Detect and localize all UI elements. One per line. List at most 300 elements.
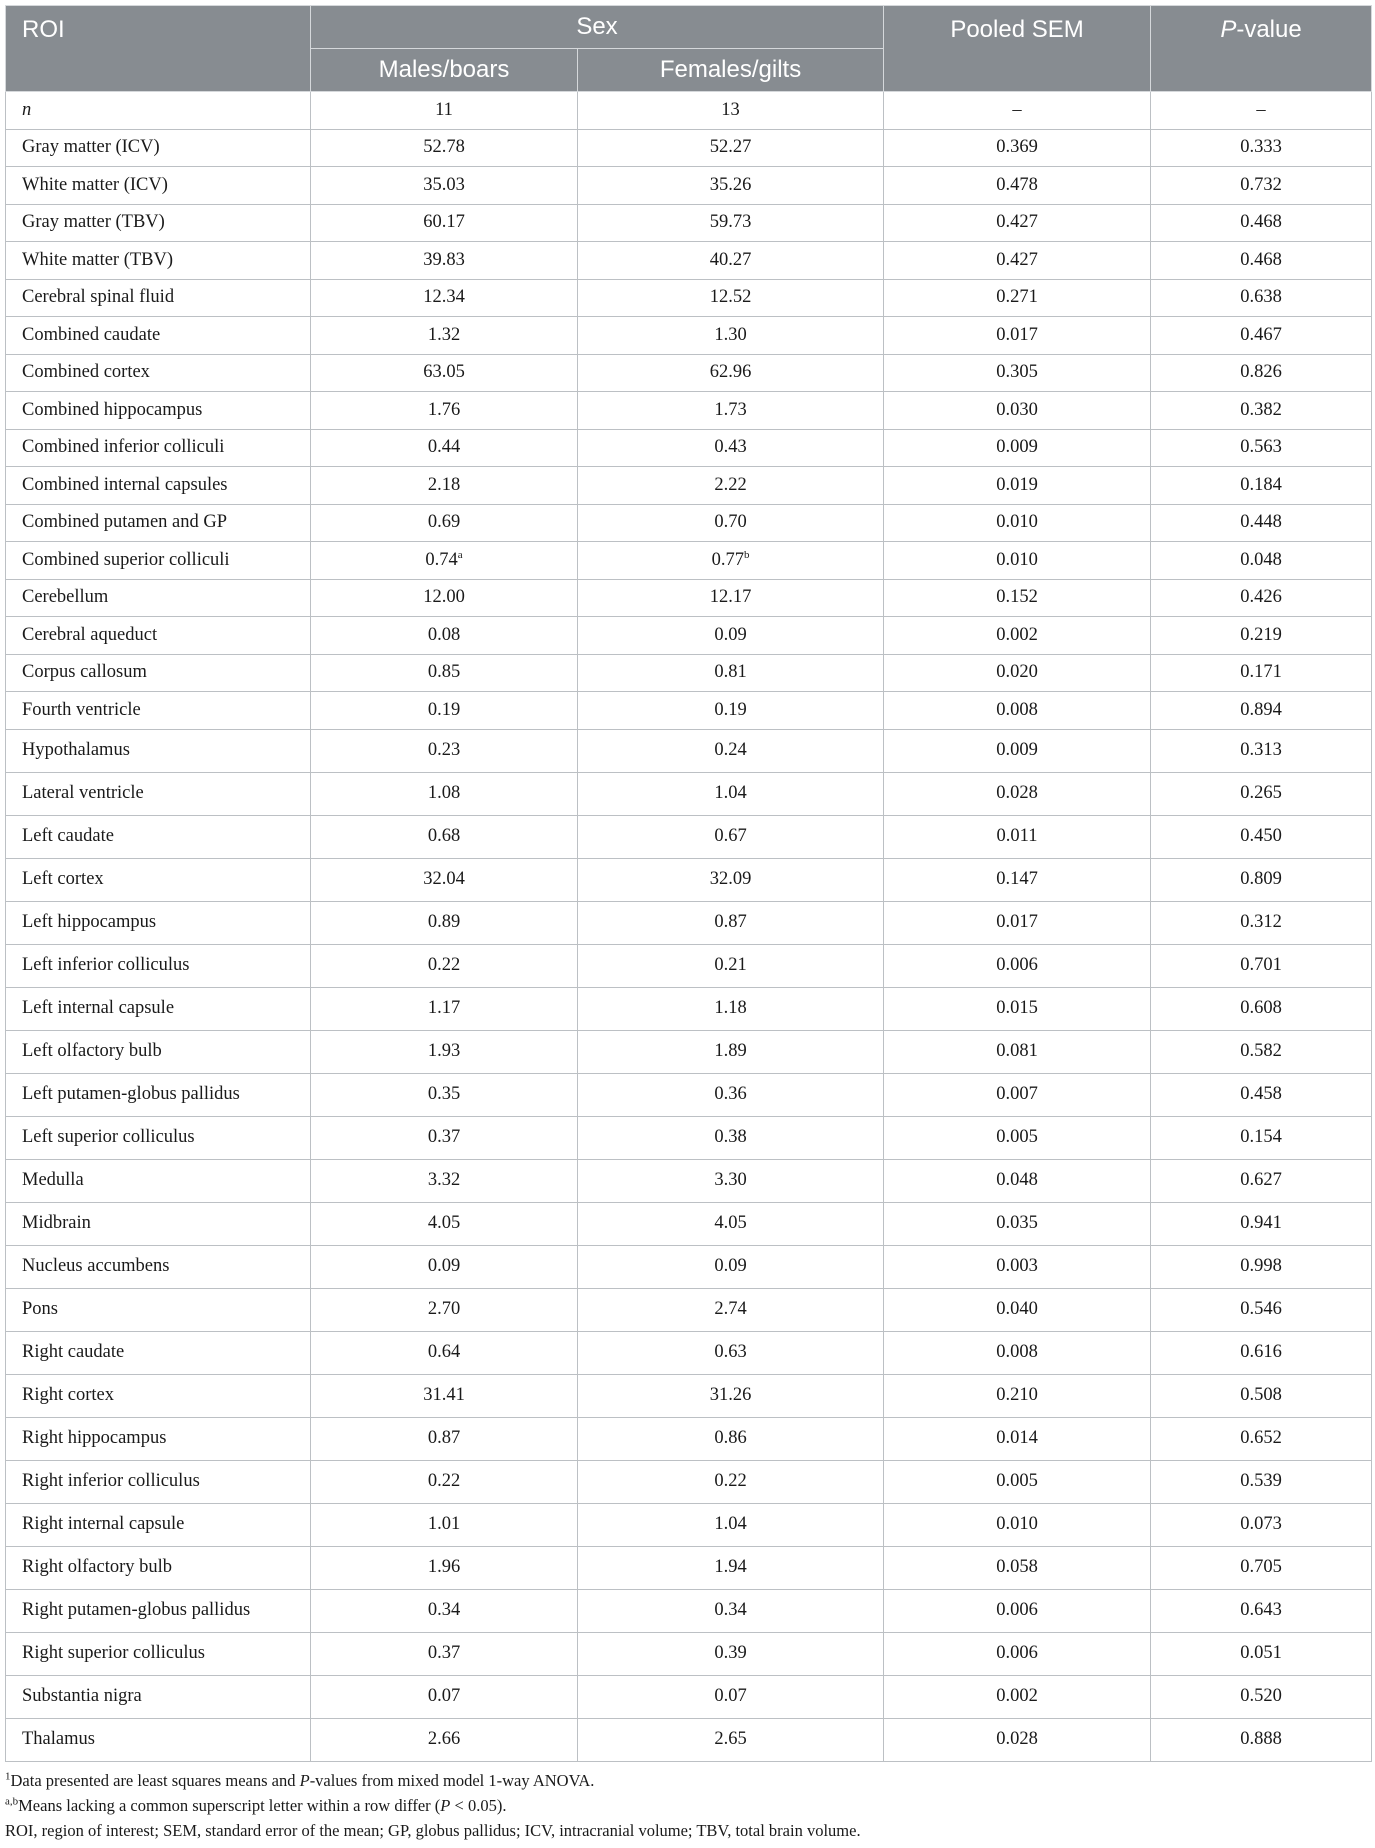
roi-cell bbox=[6, 204, 311, 242]
roi-cell bbox=[6, 1116, 311, 1159]
p-value-cell-value: 0.894 bbox=[1240, 699, 1282, 720]
roi-cell-value: White matter (ICV) bbox=[22, 174, 168, 195]
males-cell bbox=[311, 815, 578, 858]
pooled-sem-cell-value: 0.058 bbox=[996, 1557, 1038, 1577]
males-cell bbox=[311, 901, 578, 944]
pooled-sem-cell bbox=[884, 392, 1151, 430]
p-value-cell bbox=[1151, 129, 1372, 167]
females-cell-value: 62.96 bbox=[709, 362, 752, 383]
males-cell-value: 0.22 bbox=[427, 1471, 461, 1491]
table-row bbox=[6, 1073, 1372, 1116]
females-cell bbox=[578, 579, 884, 617]
pooled-sem-cell bbox=[884, 1159, 1151, 1202]
roi-cell bbox=[6, 1030, 311, 1073]
males-cell-value: 0.07 bbox=[427, 1686, 461, 1706]
roi-cell-value: Right putamen-globus pallidus bbox=[22, 1600, 251, 1620]
pooled-sem-cell bbox=[884, 429, 1151, 467]
roi-cell bbox=[6, 1632, 311, 1675]
males-cell bbox=[311, 129, 578, 167]
roi-cell-value: Gray matter (ICV) bbox=[22, 137, 160, 158]
roi-cell-value: Combined internal capsules bbox=[22, 474, 228, 495]
females-cell-value: 1.89 bbox=[714, 1041, 747, 1061]
p-value-cell bbox=[1151, 1546, 1372, 1589]
roi-cell bbox=[6, 692, 311, 730]
males-cell bbox=[311, 729, 578, 772]
table-row bbox=[6, 1030, 1372, 1073]
header-p-value bbox=[1151, 6, 1372, 92]
females-cell bbox=[578, 1460, 884, 1503]
roi-cell bbox=[6, 167, 311, 205]
footnote-2-italic: P bbox=[440, 1796, 451, 1815]
p-value-cell-value: 0.582 bbox=[1240, 1041, 1282, 1061]
roi-cell-value: Right cortex bbox=[22, 1385, 114, 1405]
n-label bbox=[6, 92, 311, 130]
males-cell bbox=[311, 1331, 578, 1374]
roi-cell bbox=[6, 654, 311, 692]
pooled-sem-cell-value: 0.040 bbox=[996, 1299, 1038, 1319]
females-cell bbox=[578, 1245, 884, 1288]
males-cell bbox=[311, 1288, 578, 1331]
table-row bbox=[6, 1374, 1372, 1417]
pooled-sem-cell-value: 0.152 bbox=[996, 587, 1038, 608]
females-cell-value: 1.18 bbox=[714, 998, 747, 1018]
roi-cell bbox=[6, 1546, 311, 1589]
table-row bbox=[6, 1675, 1372, 1718]
n-males: 11 bbox=[311, 92, 578, 130]
males-cell bbox=[311, 279, 578, 317]
p-value-cell-value: 0.313 bbox=[1240, 740, 1282, 760]
p-value-cell bbox=[1151, 729, 1372, 772]
footnote-1-marker: 1 bbox=[5, 1770, 11, 1783]
p-value-cell bbox=[1151, 317, 1372, 355]
p-value-cell-value: 0.643 bbox=[1240, 1600, 1282, 1620]
females-cell bbox=[578, 1589, 884, 1632]
males-cell-value: 1.01 bbox=[427, 1514, 461, 1534]
pooled-sem-cell-value: 0.028 bbox=[996, 1729, 1038, 1749]
females-cell bbox=[578, 542, 884, 580]
females-cell bbox=[578, 692, 884, 730]
p-value-cell-value: 0.073 bbox=[1240, 1514, 1282, 1534]
pooled-sem-cell-value: 0.147 bbox=[996, 869, 1038, 889]
pooled-sem-cell-value: 0.305 bbox=[996, 362, 1038, 383]
males-cell-value: 0.68 bbox=[427, 826, 461, 846]
males-cell bbox=[311, 692, 578, 730]
p-value-cell bbox=[1151, 242, 1372, 280]
p-value-cell-value: 0.520 bbox=[1240, 1686, 1282, 1706]
roi-cell bbox=[6, 858, 311, 901]
males-cell bbox=[311, 1030, 578, 1073]
p-value-cell-value: 0.154 bbox=[1240, 1127, 1282, 1147]
pooled-sem-cell-value: 0.010 bbox=[996, 549, 1038, 570]
p-value-cell-value: 0.701 bbox=[1240, 955, 1282, 975]
females-cell bbox=[578, 392, 884, 430]
roi-cell bbox=[6, 1288, 311, 1331]
females-cell-value: 1.30 bbox=[714, 324, 747, 345]
roi-cell bbox=[6, 987, 311, 1030]
females-cell bbox=[578, 1632, 884, 1675]
p-value-cell bbox=[1151, 504, 1372, 542]
females-cell-value: 0.09 bbox=[714, 1256, 747, 1276]
table-header bbox=[6, 6, 1372, 92]
p-value-cell-value: 0.426 bbox=[1240, 587, 1282, 608]
males-cell-value: 0.19 bbox=[427, 699, 461, 720]
table-row bbox=[6, 1417, 1372, 1460]
table-row bbox=[6, 1159, 1372, 1202]
footnote-3: ROI, region of interest; SEM, standard error of the mean; GP, globus pallidus; ICV, intracranial volume; TBV, total brain volume. bbox=[5, 1821, 861, 1840]
p-value-cell bbox=[1151, 1417, 1372, 1460]
pooled-sem-cell-value: 0.028 bbox=[996, 783, 1038, 803]
pooled-sem-cell-value: 0.271 bbox=[996, 287, 1038, 308]
males-cell-value: 12.00 bbox=[423, 587, 465, 608]
p-value-cell bbox=[1151, 429, 1372, 467]
females-cell-value: 0.19 bbox=[714, 699, 747, 720]
p-value-cell-value: 0.219 bbox=[1240, 624, 1282, 645]
roi-cell-value: Combined cortex bbox=[22, 362, 150, 383]
pooled-sem-cell bbox=[884, 617, 1151, 655]
pooled-sem-cell bbox=[884, 1030, 1151, 1073]
males-cell-value: 0.64 bbox=[427, 1342, 461, 1362]
roi-cell bbox=[6, 1589, 311, 1632]
females-cell-value: 0.39 bbox=[714, 1643, 747, 1663]
males-cell bbox=[311, 1073, 578, 1116]
roi-cell-value: Left putamen-globus pallidus bbox=[22, 1084, 240, 1104]
females-cell bbox=[578, 815, 884, 858]
females-cell-value: 35.26 bbox=[709, 174, 752, 195]
p-value-cell-value: 0.333 bbox=[1240, 137, 1282, 158]
roi-cell-value: Nucleus accumbens bbox=[22, 1256, 170, 1276]
p-value-cell-value: 0.448 bbox=[1240, 512, 1282, 533]
males-cell-value: 0.34 bbox=[427, 1600, 461, 1620]
table-row bbox=[6, 1718, 1372, 1761]
p-value-cell bbox=[1151, 1675, 1372, 1718]
roi-cell-value: Right olfactory bulb bbox=[22, 1557, 173, 1577]
table-row bbox=[6, 729, 1372, 772]
roi-cell bbox=[6, 542, 311, 580]
pooled-sem-cell-value: 0.010 bbox=[996, 1514, 1038, 1534]
females-cell bbox=[578, 1159, 884, 1202]
males-cell bbox=[311, 242, 578, 280]
females-cell bbox=[578, 467, 884, 505]
females-cell-value: 0.70 bbox=[714, 512, 747, 533]
females-cell bbox=[578, 1374, 884, 1417]
roi-volume-table bbox=[5, 5, 1372, 1762]
roi-cell bbox=[6, 279, 311, 317]
pooled-sem-cell-value: 0.009 bbox=[996, 437, 1038, 458]
roi-cell-value: Combined putamen and GP bbox=[22, 512, 228, 533]
females-cell-value: 2.74 bbox=[714, 1299, 747, 1319]
table-row bbox=[6, 542, 1372, 580]
p-value-cell bbox=[1151, 772, 1372, 815]
females-cell-value: 12.17 bbox=[709, 587, 752, 608]
p-value-cell bbox=[1151, 617, 1372, 655]
females-cell-value: 0.36 bbox=[714, 1084, 747, 1104]
females-cell bbox=[578, 1503, 884, 1546]
table-row bbox=[6, 392, 1372, 430]
males-cell bbox=[311, 1417, 578, 1460]
pooled-sem-cell-value: 0.006 bbox=[996, 1643, 1038, 1663]
table-row bbox=[6, 815, 1372, 858]
roi-cell bbox=[6, 1417, 311, 1460]
table-row bbox=[6, 242, 1372, 280]
p-value-cell bbox=[1151, 1374, 1372, 1417]
n-females: 13 bbox=[578, 92, 884, 130]
table-row bbox=[6, 772, 1372, 815]
roi-cell bbox=[6, 944, 311, 987]
females-cell bbox=[578, 858, 884, 901]
males-cell bbox=[311, 1589, 578, 1632]
roi-cell-value: Medulla bbox=[22, 1170, 84, 1190]
n-sem: – bbox=[884, 92, 1151, 130]
p-value-cell-value: 0.546 bbox=[1240, 1299, 1282, 1319]
p-value-cell bbox=[1151, 542, 1372, 580]
pooled-sem-cell-value: 0.015 bbox=[996, 998, 1038, 1018]
males-cell bbox=[311, 579, 578, 617]
males-cell bbox=[311, 392, 578, 430]
females-cell bbox=[578, 654, 884, 692]
p-value-cell bbox=[1151, 987, 1372, 1030]
roi-cell bbox=[6, 1675, 311, 1718]
males-cell-value: 0.09 bbox=[427, 1256, 461, 1276]
females-cell-value: 59.73 bbox=[709, 212, 752, 233]
roi-cell-value: Left hippocampus bbox=[22, 912, 157, 932]
pooled-sem-cell bbox=[884, 504, 1151, 542]
table-row bbox=[6, 354, 1372, 392]
superscript-letter: a bbox=[457, 548, 463, 561]
p-value-cell bbox=[1151, 279, 1372, 317]
females-cell-value: 32.09 bbox=[709, 869, 752, 889]
males-cell bbox=[311, 1116, 578, 1159]
pooled-sem-cell-value: 0.478 bbox=[996, 174, 1038, 195]
table-row bbox=[6, 944, 1372, 987]
roi-cell-value: Fourth ventricle bbox=[22, 699, 141, 720]
males-cell-value: 35.03 bbox=[423, 174, 465, 195]
pooled-sem-cell bbox=[884, 692, 1151, 730]
females-cell-value: 1.73 bbox=[714, 399, 747, 420]
females-cell-value: 1.94 bbox=[714, 1557, 747, 1577]
roi-cell-value: Midbrain bbox=[22, 1213, 91, 1233]
header-males: Males/boars bbox=[311, 49, 578, 92]
p-value-cell bbox=[1151, 1288, 1372, 1331]
males-cell bbox=[311, 1202, 578, 1245]
pooled-sem-cell-value: 0.006 bbox=[996, 1600, 1038, 1620]
females-cell-value: 1.04 bbox=[714, 1514, 747, 1534]
males-cell-value: 31.41 bbox=[423, 1385, 465, 1405]
p-value-cell bbox=[1151, 392, 1372, 430]
pooled-sem-cell-value: 0.007 bbox=[996, 1084, 1038, 1104]
pooled-sem-cell bbox=[884, 1417, 1151, 1460]
females-cell bbox=[578, 617, 884, 655]
p-value-cell-value: 0.941 bbox=[1240, 1213, 1282, 1233]
pooled-sem-cell bbox=[884, 467, 1151, 505]
roi-cell-value: Left caudate bbox=[22, 826, 114, 846]
females-cell bbox=[578, 729, 884, 772]
p-value-cell-value: 0.265 bbox=[1240, 783, 1282, 803]
table-row bbox=[6, 1503, 1372, 1546]
females-cell bbox=[578, 279, 884, 317]
roi-cell-value: Hypothalamus bbox=[22, 740, 130, 760]
table-row bbox=[6, 1245, 1372, 1288]
p-value-cell-value: 0.184 bbox=[1240, 474, 1282, 495]
pooled-sem-cell-value: 0.081 bbox=[996, 1041, 1038, 1061]
males-cell-value: 0.87 bbox=[427, 1428, 461, 1448]
p-value-cell bbox=[1151, 167, 1372, 205]
pooled-sem-cell bbox=[884, 1503, 1151, 1546]
pooled-sem-cell bbox=[884, 354, 1151, 392]
females-cell-value: 0.86 bbox=[714, 1428, 747, 1448]
pooled-sem-cell bbox=[884, 1589, 1151, 1632]
pooled-sem-cell-value: 0.020 bbox=[996, 662, 1038, 683]
roi-cell bbox=[6, 354, 311, 392]
footnote-2-marker: a,b bbox=[5, 1795, 19, 1808]
header-p-italic: P bbox=[1220, 16, 1237, 43]
males-cell bbox=[311, 617, 578, 655]
roi-cell-value: Left superior colliculus bbox=[22, 1127, 195, 1147]
p-value-cell bbox=[1151, 858, 1372, 901]
males-cell-value: 0.85 bbox=[427, 662, 461, 683]
roi-cell-value: Left olfactory bulb bbox=[22, 1041, 162, 1061]
roi-cell-value: Combined hippocampus bbox=[22, 399, 203, 420]
pooled-sem-cell bbox=[884, 987, 1151, 1030]
table-body bbox=[6, 92, 1372, 1762]
pooled-sem-cell-value: 0.014 bbox=[996, 1428, 1038, 1448]
females-cell bbox=[578, 1417, 884, 1460]
females-cell-value: 0.87 bbox=[714, 912, 747, 932]
roi-cell-value: Cerebellum bbox=[22, 587, 109, 608]
table-row bbox=[6, 1460, 1372, 1503]
males-cell bbox=[311, 467, 578, 505]
females-cell-value: 0.43 bbox=[714, 437, 747, 458]
table-footnotes bbox=[5, 1768, 1371, 1843]
table-row bbox=[6, 858, 1372, 901]
females-cell bbox=[578, 242, 884, 280]
p-value-cell bbox=[1151, 1159, 1372, 1202]
females-cell-value: 1.04 bbox=[714, 783, 747, 803]
females-cell bbox=[578, 1030, 884, 1073]
females-cell bbox=[578, 1675, 884, 1718]
females-cell-value: 31.26 bbox=[709, 1385, 752, 1405]
females-cell-value: 0.22 bbox=[714, 1471, 747, 1491]
pooled-sem-cell-value: 0.427 bbox=[996, 212, 1038, 233]
pooled-sem-cell-value: 0.008 bbox=[996, 699, 1038, 720]
females-cell bbox=[578, 1288, 884, 1331]
table-row bbox=[6, 1546, 1372, 1589]
females-cell bbox=[578, 944, 884, 987]
table-row bbox=[6, 1116, 1372, 1159]
header-p-suffix: -value bbox=[1236, 16, 1302, 43]
p-value-cell bbox=[1151, 901, 1372, 944]
roi-cell bbox=[6, 617, 311, 655]
table-row bbox=[6, 1331, 1372, 1374]
males-cell-value: 63.05 bbox=[423, 362, 465, 383]
roi-cell-value: Combined caudate bbox=[22, 324, 161, 345]
pooled-sem-cell-value: 0.210 bbox=[996, 1385, 1038, 1405]
p-value-cell-value: 0.638 bbox=[1240, 287, 1282, 308]
table-row bbox=[6, 617, 1372, 655]
roi-cell bbox=[6, 504, 311, 542]
males-cell-value: 1.96 bbox=[427, 1557, 461, 1577]
males-cell bbox=[311, 772, 578, 815]
roi-cell-value: Right inferior colliculus bbox=[22, 1471, 200, 1491]
header-row bbox=[6, 6, 1372, 49]
males-cell-value: 2.18 bbox=[427, 474, 461, 495]
females-cell bbox=[578, 901, 884, 944]
pooled-sem-cell-value: 0.017 bbox=[996, 912, 1038, 932]
pooled-sem-cell bbox=[884, 815, 1151, 858]
p-value-cell-value: 0.382 bbox=[1240, 399, 1282, 420]
roi-cell-value: Pons bbox=[22, 1299, 58, 1319]
p-value-cell-value: 0.888 bbox=[1240, 1729, 1282, 1749]
table-row bbox=[6, 1589, 1372, 1632]
females-cell bbox=[578, 317, 884, 355]
pooled-sem-cell-value: 0.369 bbox=[996, 137, 1038, 158]
roi-cell bbox=[6, 467, 311, 505]
roi-cell-value: Gray matter (TBV) bbox=[22, 212, 165, 233]
pooled-sem-cell-value: 0.011 bbox=[996, 826, 1038, 846]
roi-cell-value: Combined superior colliculi bbox=[22, 549, 230, 570]
males-cell-value: 0.37 bbox=[427, 1127, 461, 1147]
header-sex: Sex bbox=[311, 6, 884, 49]
table-row bbox=[6, 1288, 1372, 1331]
roi-cell bbox=[6, 392, 311, 430]
p-value-cell-value: 0.171 bbox=[1240, 662, 1282, 683]
p-value-cell-value: 0.450 bbox=[1240, 826, 1282, 846]
n-row bbox=[6, 92, 1372, 130]
pooled-sem-cell bbox=[884, 1632, 1151, 1675]
pooled-sem-cell-value: 0.030 bbox=[996, 399, 1038, 420]
roi-cell-value: Combined inferior colliculi bbox=[22, 437, 225, 458]
pooled-sem-cell bbox=[884, 242, 1151, 280]
roi-cell bbox=[6, 317, 311, 355]
males-cell-value: 0.08 bbox=[427, 624, 461, 645]
p-value-cell bbox=[1151, 1116, 1372, 1159]
footnote-1 bbox=[5, 1768, 1371, 1793]
pooled-sem-cell bbox=[884, 279, 1151, 317]
p-value-cell-value: 0.051 bbox=[1240, 1643, 1282, 1663]
males-cell-value: 32.04 bbox=[423, 869, 465, 889]
males-cell bbox=[311, 204, 578, 242]
males-cell bbox=[311, 429, 578, 467]
p-value-cell bbox=[1151, 1632, 1372, 1675]
males-cell-value: 1.93 bbox=[427, 1041, 461, 1061]
males-cell-value: 0.74 bbox=[425, 549, 458, 570]
males-cell-value: 0.69 bbox=[427, 512, 461, 533]
pooled-sem-cell-value: 0.003 bbox=[996, 1256, 1038, 1276]
roi-cell bbox=[6, 901, 311, 944]
pooled-sem-cell bbox=[884, 579, 1151, 617]
pooled-sem-cell-value: 0.006 bbox=[996, 955, 1038, 975]
females-cell-value: 4.05 bbox=[714, 1213, 747, 1233]
table-row bbox=[6, 692, 1372, 730]
females-cell-value: 2.65 bbox=[714, 1729, 747, 1749]
p-value-cell-value: 0.468 bbox=[1240, 212, 1282, 233]
females-cell bbox=[578, 1116, 884, 1159]
females-cell bbox=[578, 129, 884, 167]
p-value-cell-value: 0.048 bbox=[1240, 549, 1282, 570]
roi-cell-value: Left cortex bbox=[22, 869, 104, 889]
p-value-cell bbox=[1151, 1718, 1372, 1761]
roi-cell bbox=[6, 1073, 311, 1116]
footnote-1-post: -values from mixed model 1-way ANOVA. bbox=[309, 1771, 595, 1790]
females-cell-value: 0.81 bbox=[714, 662, 747, 683]
p-value-cell-value: 0.458 bbox=[1240, 1084, 1282, 1104]
p-value-cell bbox=[1151, 692, 1372, 730]
males-cell bbox=[311, 1159, 578, 1202]
roi-cell-value: Left internal capsule bbox=[22, 998, 175, 1018]
males-cell-value: 60.17 bbox=[423, 212, 465, 233]
pooled-sem-cell-value: 0.008 bbox=[996, 1342, 1038, 1362]
table-row bbox=[6, 1632, 1372, 1675]
p-value-cell-value: 0.563 bbox=[1240, 437, 1282, 458]
